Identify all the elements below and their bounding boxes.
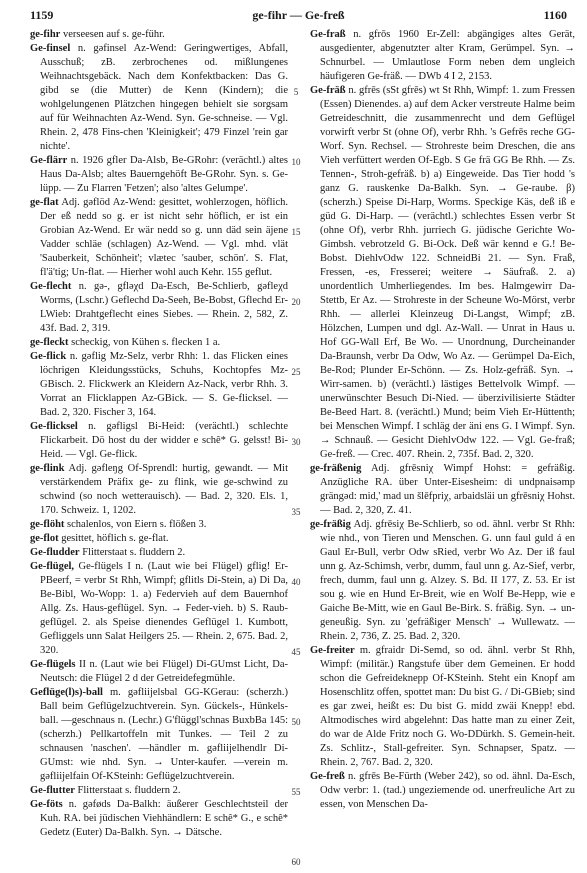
entry-text: Flitterstaat s. fluddern 2. — [74, 785, 181, 796]
headword: ge-flöht — [30, 519, 65, 530]
dictionary-entry — [30, 336, 288, 350]
entry-text: Adj. gfrēsiχ Be-Schlierb, so od. ähnl. verbr St Rhh: wie nhd., von Tieren und Menschen. G. unn faul guld á en Gaul Er-Bull, verbr Odw sRied, verbr Wo Az. Der iß faul unn g. Az-Schimsh, verbr, dumm, faul unn g. Az-Sief, verbr, frech, dumm, faul unn g. Alzey. S. Bd. II 177, Z. 53. Er ist sou g. wie en Hund Er-Breit, wie en Wolf Be-Hepp, wie e Gaiche Be-Mitt, wie en Gaul Be-Birk. S. fräßig. Syn. → un-geneußig. Syn. zu 'gefräßiger Mensch' → Wullewatz. — Rhein. 2, 736, Z. 25. Bad. 2, 320. — [320, 519, 575, 642]
entry-text: Flitterstaat s. fluddern 2. — [79, 547, 186, 558]
entry-text: m. gəfliijelsbal GG-KGerau: (scherzh.) Ball beim Geflügelzuchtverein. Syn. Gückels-, Hünkels-ball. —geschnaus n. (Lechr.) G'flüggl'schnas BuxbBa 145: (scherzh.) Pellkartoffeln mit Tunkes. — Teil 2 zu schnausen 'naschen'. —händler m. gəfliijelhendlr Di-GUmst: wie nhd. Syn. → Unter-kaufer. —verein m. gəfliijelfain Of-KSteinh: Geflügelzuchtverein. — [40, 687, 288, 782]
headword: Ge-freiter — [310, 645, 355, 656]
right-column — [310, 28, 575, 812]
dictionary-entry — [30, 280, 288, 336]
left-column — [30, 28, 288, 840]
dictionary-entry — [30, 154, 288, 196]
headword: ge-fleckt — [30, 337, 69, 348]
dictionary-entry — [310, 462, 575, 518]
dictionary-entry — [30, 798, 288, 840]
entry-text: n. gfrōs 1960 Er-Zell: abgängiges altes Gerät, ausgedienter, abgenutzter alter Kram, Gerümpel. Syn. → Schnurbel. — Umlautlose Form neben dem ungleich häufigeren Ge-fräß. — DWb 4 I 2, 2153. — [320, 29, 575, 82]
page-number-right: 1160 — [543, 8, 567, 22]
entry-text: n. gəføds Da-Balkh: äußerer Geschlechtsteil der Kuh. RA. bei jüdischen Viehhändlern: E schê* G., e schê* Gedetz (Euter) Da-Balkh. Syn. → Dätsche. — [40, 799, 288, 838]
entry-text: n. gfrēs Be-Fürth (Weber 242), so od. ähnl. Da-Esch, Odw verbr: 1. (tad.) ungeziemende od. unerfreuliche Art zu essen, von Menschen Da- — [320, 771, 575, 810]
line-number: 15 — [291, 227, 301, 237]
entry-text: Ge-flügels I n. (Laut wie bei Flügel) gflig! Er-PBeerf, = verbr St Rhh, Wimpf; gflitls Di-Stein, a) Di Da, Be-Bibl, Wo-Wopp: 1. a) Federvieh auf dem Bauernhof Allg. Zs. Haus-geflügel. Syn. → Feder-vieh. b) S. Raub-geflügel. 2. als Speise dienendes Geflügel 1. Kumbott, Gefliggels unn Salat Heilgers 25. — Rhein. 2, 675. Bad. 2, 320. — [40, 561, 288, 656]
page-number-left: 1159 — [30, 8, 54, 22]
entry-text: n. gəflig Mz-Selz, verbr Rhh: 1. das Flicken eines löchrigen Kleidungsstücks, Schuhs, Kochtopfes Mz-GBisch. 2. Flickwerk an Kleidern Az-Nack, verbr Rhh. 3. Vorrat an Flicklappen Az-GBick. — S. Ge-flicksel. — Bad. 2, 320. Fischer 3, 164. — [40, 351, 288, 418]
headword: Ge-flicksel — [30, 421, 78, 432]
dictionary-entry — [30, 350, 288, 420]
line-number: 35 — [291, 507, 301, 517]
dictionary-entry — [30, 28, 288, 42]
entry-text: n. gə-, gfləχd Da-Esch, Be-Schlierb, gəfleχd Worms, (Lschr.) Geflechd Da-Seeh, Be-Bobst, Gflechd Er-LWieb: Drahtgeflecht eines Siebes. — Rhein. 2, 582, Z. 43f. Bad. 2, 319. — [40, 281, 288, 334]
entry-text: n. gfrēs (sSt gfrēs) wt St Rhh, Wimpf: 1. zum Fressen (Essen) Dienendes. a) auf dem Acker verstreute Halme beim Getreideschnitt, die zusammenrecht und dem Geflügel vorwirft verbr St (ohne Of), verbr Rhh. 's Gefrēs reche GG-Worf. Syn. Rechsel. — Strohreste beim Dreschen, die ans Vieh verfüttert werden Of-Egb. S Ge frä GG Be Rhh. — Zs. Tennen-, Stroh-gefräß. b) a) Eingeweide. Das Tier hodd 's ganz G. rauskenke Da-Balkh. Syn. → Ge-raube. β) (scherzh.) Speise Di-Harp, Worms. Speckige Käs, deß iß e güd G. Di-Harp. — (verächtl.) schlechtes Essen verbr St (ohne Of), verbr Rhh. jurriech G. jüdische Gerichte Wo-Gimbsh. vebrotzeld G. Bi-Ock. Deß wär kennd e G.! Be-Bobst. DiehlvOdw 122. SchneidBi 21. — Syn. Fraß, Fressen, -es, Fresserei; weitere → Säufraß. 2. a) unordentlich Umherliegendes. Im bes. Halmgewirr Da-Stettb, Er Az. — Strohreste in der Scheune Wo-Mörst, verbr Rhh. — allerlei Kleinzeug Di-Langst, Wimpf; zB. Hölzchen, Lumpen und dgl. Az-Wall. — Unrat in Haus u. Hof GG-Wall Erf, Be Wo. — Unordnung, Durcheinander Da-Braunsh, verbr Da Odw, Wo Az. — Gerümpel Da-Eich, Be-Rod; Plunder Er-Schönn. — Zs. Holz-gefräß. Syn. → Wirr-samen. b) (verächtl.) lästiges Bettelvolk Wimpf. — unerwünschter Besuch Di-Nied. — überzivilisierte Städter Be-Beed Hart. 8. (verächtl.) Mund; beim Vieh Er-Hüttenth; bei Menschen Wimpf. I schläg der äni ens G. I Wimpf. Syn. → Schnauß. — Gesicht DiehlvOdw 122. — Vgl. Ge-fraß; Ge-freß. — Crec. 407. Rhein. 2, 735f. Bad. 2, 320. — [320, 85, 575, 460]
headword: Ge-föts — [30, 799, 63, 810]
headword: Ge-finsel — [30, 43, 71, 54]
dictionary-entry — [30, 658, 288, 686]
line-number: 55 — [291, 787, 301, 797]
dictionary-entry — [30, 532, 288, 546]
line-number: 40 — [291, 577, 301, 587]
dictionary-entry — [310, 28, 575, 84]
headword: Ge-flecht — [30, 281, 72, 292]
entry-text: schalenlos, von Eiern s. flößen 3. — [64, 519, 207, 530]
headword: Ge-freß — [310, 771, 345, 782]
headword: Ge-flutter — [30, 785, 75, 796]
headword: ge-flat — [30, 197, 59, 208]
dictionary-entry — [310, 770, 575, 812]
line-number: 50 — [291, 717, 301, 727]
headword: Ge-fludder — [30, 547, 80, 558]
dictionary-entry — [310, 518, 575, 644]
entry-text: gesittet, höflich s. ge-flat. — [58, 533, 169, 544]
dictionary-entry — [30, 518, 288, 532]
entry-text: m. gfraidr Di-Semd, so od. ähnl. verbr St Rhh, Wimpf: (militär.) Rangstufe über dem Gemeinen. Er hodd schon die Gefreideknepp Of-KSteinh. Steht ein Knopf am Hosenschlitz offen, spottet man: Du bist G. / Di-GBieb; sind es gar zwei, heißt es: Du bist G. midd zwäi Knepp! ebd. Altmodisches wird abgelehnt: Das hatte man zu einer Zeit, do war de Alde Fritz noch G. Wo-DDürkh. S. Gemein-heit. Zs. Schlitz-, Stall-gefreiter. Syn. Schnapser, Spatz. — Rhein. 2, 767. Bad. 2, 320. — [320, 645, 575, 768]
entry-text: n. gəfinsel Az-Wend: Geringwertiges, Abfall, Ausschuß; zB. zerbrochenes od. mißlungenes Weihnachtsgebäck. Nach dem Konfektbacken: Das G. gibd se (die Mutter) de Kenn (Kindern); die wohlgelungenen Plätzchen hingegen behielt sie sorgsam auf für Weihnachten Az-Wend. Syn. Ge-schneise. — Vgl. Rhein. 2, 478 Fins-chen 'Kleinigkeit'; 479 Finzel 'rein gar nichte'. — [40, 43, 288, 152]
dictionary-entry — [30, 784, 288, 798]
headword: Ge-flügels — [30, 659, 76, 670]
headword: ge-fräßig — [310, 519, 351, 530]
dictionary-entry — [310, 84, 575, 462]
headword: ge-flink — [30, 463, 65, 474]
headword: Ge-flick — [30, 351, 67, 362]
line-number: 30 — [291, 437, 301, 447]
entry-text: n. 1926 gfler Da-Alsb, Be-GRohr: (verächtl.) altes Haus Da-Alsb; altes Bauerngehöft Be-GRohr. Syn. s. Ge-lüpp. — Zu Flarren 'Fetzen'; also 'altes Gelumpe'. — [40, 155, 288, 194]
page-header — [30, 8, 567, 26]
entry-text: verseesen auf s. ge-führ. — [60, 29, 165, 40]
dictionary-entry — [30, 196, 288, 280]
dictionary-entry — [30, 560, 288, 658]
entry-text: n. gəfligsl Bi-Heid: (verächtl.) schlechte Flickarbeit. Dö host du der widder e schê* G. gelsst! Bi-Heid. — Vgl. Ge-flick. — [40, 421, 288, 460]
dictionary-entry — [310, 644, 575, 770]
line-number: 10 — [291, 157, 301, 167]
entry-text: Adj. gəflöd Az-Wend: gesittet, wohlerzogen, höflich. Der eß nedd so g. er ist nicht sehr höflich, er ist ein Grobian Az-Wend. Er wär nedd so g. unn däd sein äjene Vadder schläe (schlagen) Az-Wend. — Vgl. mhd. vlät 'Sauberkeit, Schönheit'; vlætec 'sauber, schön'. S. Flat, fl'ä'tig; Un-flat. — Hierher wohl auch Kehr. 155 geflut. — [40, 197, 288, 278]
line-number: 20 — [291, 297, 301, 307]
entry-text: Adj. gfrēsniχ Wimpf Hohst: = gefräßig. Anzügliche RA. über Unter-Eisesheim: di undpnaisəmp grängəd: mid,' mad un šlēfpriχ, arbaidsläi un gfrēsniχ Hohst. — Bad. 2, 320, Z. 41. — [320, 463, 575, 516]
headword: Ge-fräß — [310, 85, 346, 96]
running-head: ge-fihr — Ge-freß — [252, 8, 345, 22]
headword: Ge-flügel, — [30, 561, 75, 572]
dictionary-entry — [30, 420, 288, 462]
dictionary-entry — [30, 462, 288, 518]
headword: ge-fihr — [30, 29, 61, 40]
headword: ge-fräßenig — [310, 463, 362, 474]
line-number: 45 — [291, 647, 301, 657]
line-number: 60 — [291, 857, 301, 867]
entry-text: Adj. gəfleŋg Of-Sprendl: hurtig, gewandt. — Mit verstärkendem Präfix ge- zu flink, wie ge-schwind zu schwind (so noch wetterauisch). — Bad. 2, 320. Els. 1, 170. Schweiz. 1, 1202. — [40, 463, 288, 516]
headword: Geflüge(l)s)-ball — [30, 687, 103, 698]
line-number: 25 — [291, 367, 301, 377]
dictionary-entry — [30, 686, 288, 784]
entry-text: II n. (Laut wie bei Flügel) Di-GUmst Licht, Da-Neutsch: die Flügel 2 d der Getreidefegmühle. — [40, 659, 288, 684]
headword: Ge-flärr — [30, 155, 68, 166]
dictionary-entry — [30, 42, 288, 154]
dictionary-entry — [30, 546, 288, 560]
entry-text: scheckig, von Kühen s. flecken 1 a. — [68, 337, 221, 348]
line-number: 5 — [293, 87, 299, 97]
headword: ge-flot — [30, 533, 59, 544]
headword: Ge-fraß — [310, 29, 346, 40]
